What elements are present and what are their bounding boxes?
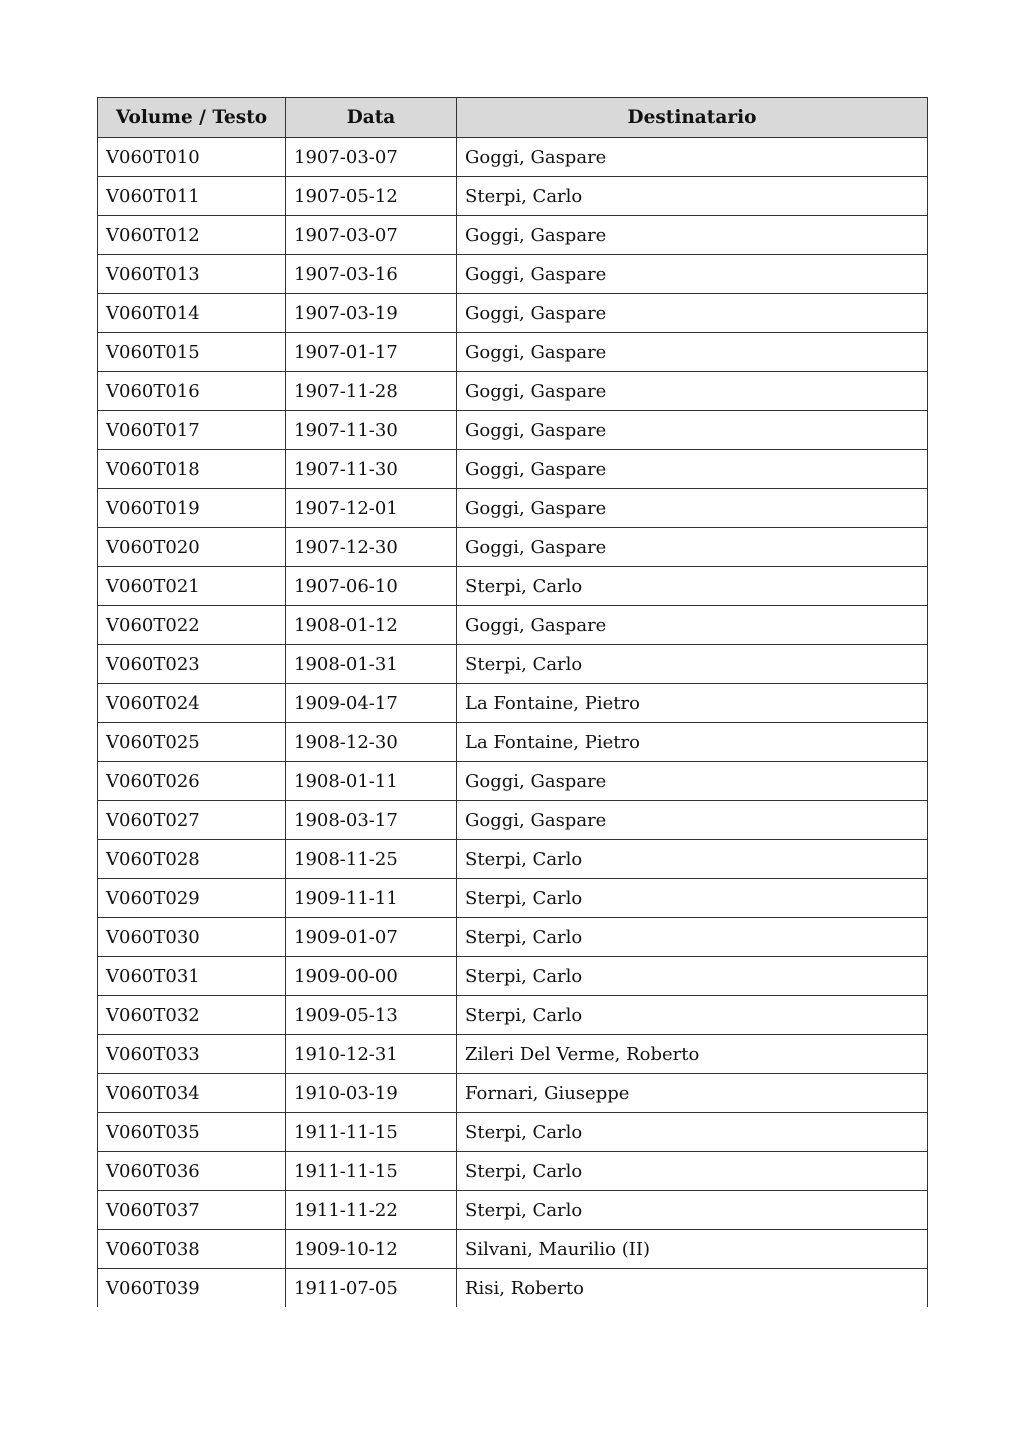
cell-volume-testo: V060T038	[98, 1230, 286, 1269]
cell-data: 1910-12-31	[286, 1035, 457, 1074]
cell-data: 1907-05-12	[286, 177, 457, 216]
cell-data: 1907-11-30	[286, 411, 457, 450]
cell-data: 1907-01-17	[286, 333, 457, 372]
header-destinatario: Destinatario	[457, 98, 928, 138]
cell-data: 1911-11-15	[286, 1152, 457, 1191]
table-row	[98, 138, 928, 177]
cell-data: 1911-11-15	[286, 1113, 457, 1152]
table-header-row	[98, 98, 928, 138]
table-row	[98, 606, 928, 645]
cell-volume-testo: V060T021	[98, 567, 286, 606]
table-row	[98, 1230, 928, 1269]
table-row	[98, 957, 928, 996]
cell-volume-testo: V060T020	[98, 528, 286, 567]
cell-data: 1909-10-12	[286, 1230, 457, 1269]
table-row	[98, 840, 928, 879]
cell-data: 1907-03-16	[286, 255, 457, 294]
cell-destinatario: Goggi, Gaspare	[457, 138, 928, 177]
cell-volume-testo: V060T029	[98, 879, 286, 918]
cell-data: 1907-12-30	[286, 528, 457, 567]
cell-destinatario: Sterpi, Carlo	[457, 918, 928, 957]
cell-destinatario: Zileri Del Verme, Roberto	[457, 1035, 928, 1074]
cell-volume-testo: V060T031	[98, 957, 286, 996]
cell-destinatario: Sterpi, Carlo	[457, 957, 928, 996]
cell-destinatario: Fornari, Giuseppe	[457, 1074, 928, 1113]
table-row	[98, 528, 928, 567]
table-row	[98, 1191, 928, 1230]
cell-data: 1907-03-19	[286, 294, 457, 333]
cell-data: 1911-11-22	[286, 1191, 457, 1230]
table-row	[98, 1074, 928, 1113]
cell-data: 1909-05-13	[286, 996, 457, 1035]
cell-volume-testo: V060T028	[98, 840, 286, 879]
cell-destinatario: Goggi, Gaspare	[457, 801, 928, 840]
cell-data: 1908-01-12	[286, 606, 457, 645]
cell-volume-testo: V060T027	[98, 801, 286, 840]
cell-destinatario: Goggi, Gaspare	[457, 489, 928, 528]
cell-destinatario: Goggi, Gaspare	[457, 333, 928, 372]
cell-data: 1909-04-17	[286, 684, 457, 723]
cell-data: 1907-11-28	[286, 372, 457, 411]
cell-data: 1908-03-17	[286, 801, 457, 840]
cell-data: 1907-03-07	[286, 138, 457, 177]
table-row	[98, 762, 928, 801]
table-row	[98, 177, 928, 216]
cell-data: 1908-12-30	[286, 723, 457, 762]
header-volume-testo: Volume / Testo	[98, 98, 286, 138]
table-row	[98, 879, 928, 918]
cell-data: 1907-12-01	[286, 489, 457, 528]
cell-destinatario: Goggi, Gaspare	[457, 216, 928, 255]
table-row	[98, 723, 928, 762]
cell-volume-testo: V060T034	[98, 1074, 286, 1113]
table-row	[98, 1113, 928, 1152]
table-body	[98, 138, 928, 1308]
cell-volume-testo: V060T010	[98, 138, 286, 177]
cell-destinatario: Goggi, Gaspare	[457, 450, 928, 489]
table-row	[98, 255, 928, 294]
cell-data: 1909-00-00	[286, 957, 457, 996]
cell-destinatario: Goggi, Gaspare	[457, 255, 928, 294]
cell-volume-testo: V060T030	[98, 918, 286, 957]
table-row	[98, 918, 928, 957]
table-row	[98, 567, 928, 606]
cell-data: 1909-11-11	[286, 879, 457, 918]
cell-destinatario: Silvani, Maurilio (II)	[457, 1230, 928, 1269]
cell-volume-testo: V060T023	[98, 645, 286, 684]
cell-destinatario: Goggi, Gaspare	[457, 411, 928, 450]
cell-volume-testo: V060T035	[98, 1113, 286, 1152]
cell-data: 1908-01-31	[286, 645, 457, 684]
cell-destinatario: Sterpi, Carlo	[457, 567, 928, 606]
cell-volume-testo: V060T017	[98, 411, 286, 450]
cell-data: 1911-07-05	[286, 1269, 457, 1308]
cell-volume-testo: V060T022	[98, 606, 286, 645]
cell-destinatario: Sterpi, Carlo	[457, 879, 928, 918]
cell-volume-testo: V060T036	[98, 1152, 286, 1191]
table-row	[98, 645, 928, 684]
cell-destinatario: Sterpi, Carlo	[457, 996, 928, 1035]
table-row	[98, 801, 928, 840]
letters-table	[97, 97, 928, 1307]
table-row	[98, 333, 928, 372]
cell-volume-testo: V060T039	[98, 1269, 286, 1308]
cell-volume-testo: V060T026	[98, 762, 286, 801]
cell-volume-testo: V060T037	[98, 1191, 286, 1230]
table-row	[98, 450, 928, 489]
cell-volume-testo: V060T033	[98, 1035, 286, 1074]
cell-volume-testo: V060T019	[98, 489, 286, 528]
cell-destinatario: Risi, Roberto	[457, 1269, 928, 1308]
cell-destinatario: La Fontaine, Pietro	[457, 684, 928, 723]
table-row	[98, 1152, 928, 1191]
cell-destinatario: Sterpi, Carlo	[457, 1191, 928, 1230]
cell-destinatario: Sterpi, Carlo	[457, 840, 928, 879]
table-row	[98, 996, 928, 1035]
cell-destinatario: Sterpi, Carlo	[457, 645, 928, 684]
table-row	[98, 216, 928, 255]
cell-destinatario: Sterpi, Carlo	[457, 177, 928, 216]
cell-data: 1907-11-30	[286, 450, 457, 489]
cell-volume-testo: V060T018	[98, 450, 286, 489]
cell-destinatario: Goggi, Gaspare	[457, 372, 928, 411]
cell-destinatario: La Fontaine, Pietro	[457, 723, 928, 762]
cell-volume-testo: V060T016	[98, 372, 286, 411]
cell-data: 1907-03-07	[286, 216, 457, 255]
table-row	[98, 411, 928, 450]
cell-data: 1908-11-25	[286, 840, 457, 879]
cell-destinatario: Goggi, Gaspare	[457, 762, 928, 801]
table-row	[98, 1035, 928, 1074]
cell-data: 1909-01-07	[286, 918, 457, 957]
cell-destinatario: Goggi, Gaspare	[457, 528, 928, 567]
cell-volume-testo: V060T024	[98, 684, 286, 723]
cell-destinatario: Goggi, Gaspare	[457, 294, 928, 333]
cell-destinatario: Goggi, Gaspare	[457, 606, 928, 645]
header-data: Data	[286, 98, 457, 138]
table-row	[98, 294, 928, 333]
cell-destinatario: Sterpi, Carlo	[457, 1152, 928, 1191]
table-row	[98, 684, 928, 723]
cell-volume-testo: V060T013	[98, 255, 286, 294]
cell-data: 1908-01-11	[286, 762, 457, 801]
cell-data: 1910-03-19	[286, 1074, 457, 1113]
cell-volume-testo: V060T032	[98, 996, 286, 1035]
cell-data: 1907-06-10	[286, 567, 457, 606]
cell-volume-testo: V060T015	[98, 333, 286, 372]
cell-volume-testo: V060T014	[98, 294, 286, 333]
cell-volume-testo: V060T025	[98, 723, 286, 762]
table-row	[98, 1269, 928, 1308]
cell-destinatario: Sterpi, Carlo	[457, 1113, 928, 1152]
cell-volume-testo: V060T012	[98, 216, 286, 255]
cell-volume-testo: V060T011	[98, 177, 286, 216]
table-row	[98, 489, 928, 528]
table-row	[98, 372, 928, 411]
